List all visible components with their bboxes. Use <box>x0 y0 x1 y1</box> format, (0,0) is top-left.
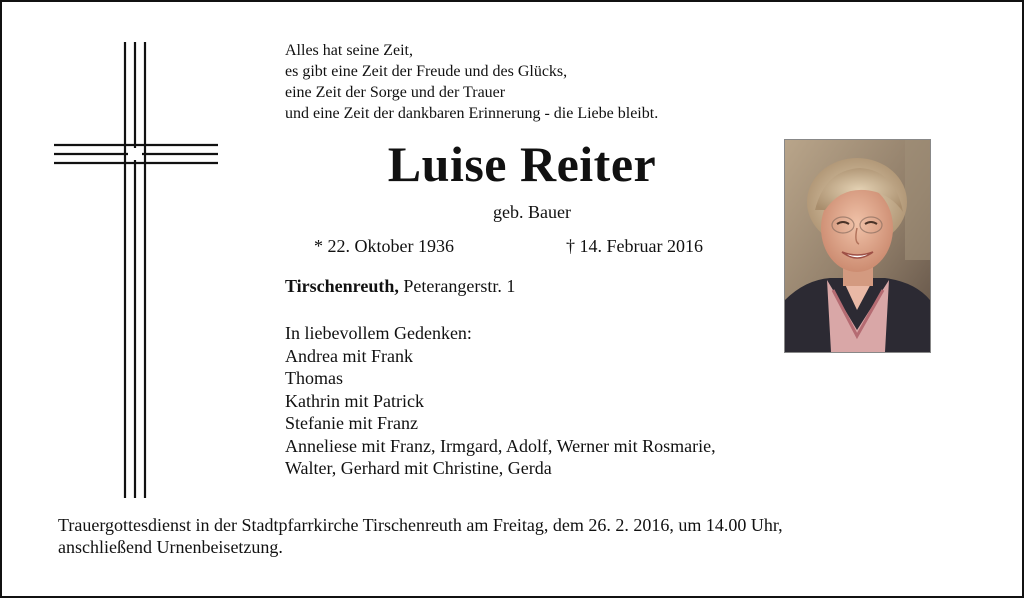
mourner-line: Kathrin mit Patrick <box>285 390 424 411</box>
residence-city: Tirschenreuth, <box>285 276 399 296</box>
service-line: Trauergottesdienst in der Stadtpfarrkirche Tirschenreuth am Freitag, dem 26. 2. 2016, um 14.00 Uhr, <box>58 515 783 535</box>
mourner-line: Anneliese mit Franz, Irmgard, Adolf, Werner mit Rosmarie, <box>285 435 716 456</box>
mourner-line: Stefanie mit Franz <box>285 413 418 433</box>
mourner-line: Thomas <box>285 368 343 388</box>
birth-date: * 22. Oktober 1936 <box>314 236 454 256</box>
poem-line: Alles hat seine Zeit, <box>285 42 413 59</box>
maiden-name: geb. Bauer <box>493 202 571 222</box>
christian-cross-icon <box>54 42 218 498</box>
portrait-photo <box>784 139 931 353</box>
poem-verse <box>285 40 745 124</box>
residence-address <box>285 274 515 298</box>
mourners-intro: In liebevollem Gedenken: <box>285 323 472 343</box>
deceased-name: Luise Reiter <box>387 136 657 192</box>
service-line: anschließend Urnenbeisetzung. <box>58 537 283 557</box>
poem-line: es gibt eine Zeit der Freude und des Glücks, <box>285 63 568 80</box>
death-date: † 14. Februar 2016 <box>566 236 703 256</box>
funeral-service-notice <box>58 514 998 558</box>
mourners-list <box>285 322 716 480</box>
mourner-line: Walter, Gerhard mit Christine, Gerda <box>285 458 552 478</box>
mourner-line: Andrea mit Frank <box>285 345 413 366</box>
residence-street: Peterangerstr. 1 <box>403 276 516 296</box>
poem-line: eine Zeit der Sorge und der Trauer <box>285 84 506 101</box>
poem-line: und eine Zeit der dankbaren Erinnerung - die Liebe bleibt. <box>285 105 659 122</box>
